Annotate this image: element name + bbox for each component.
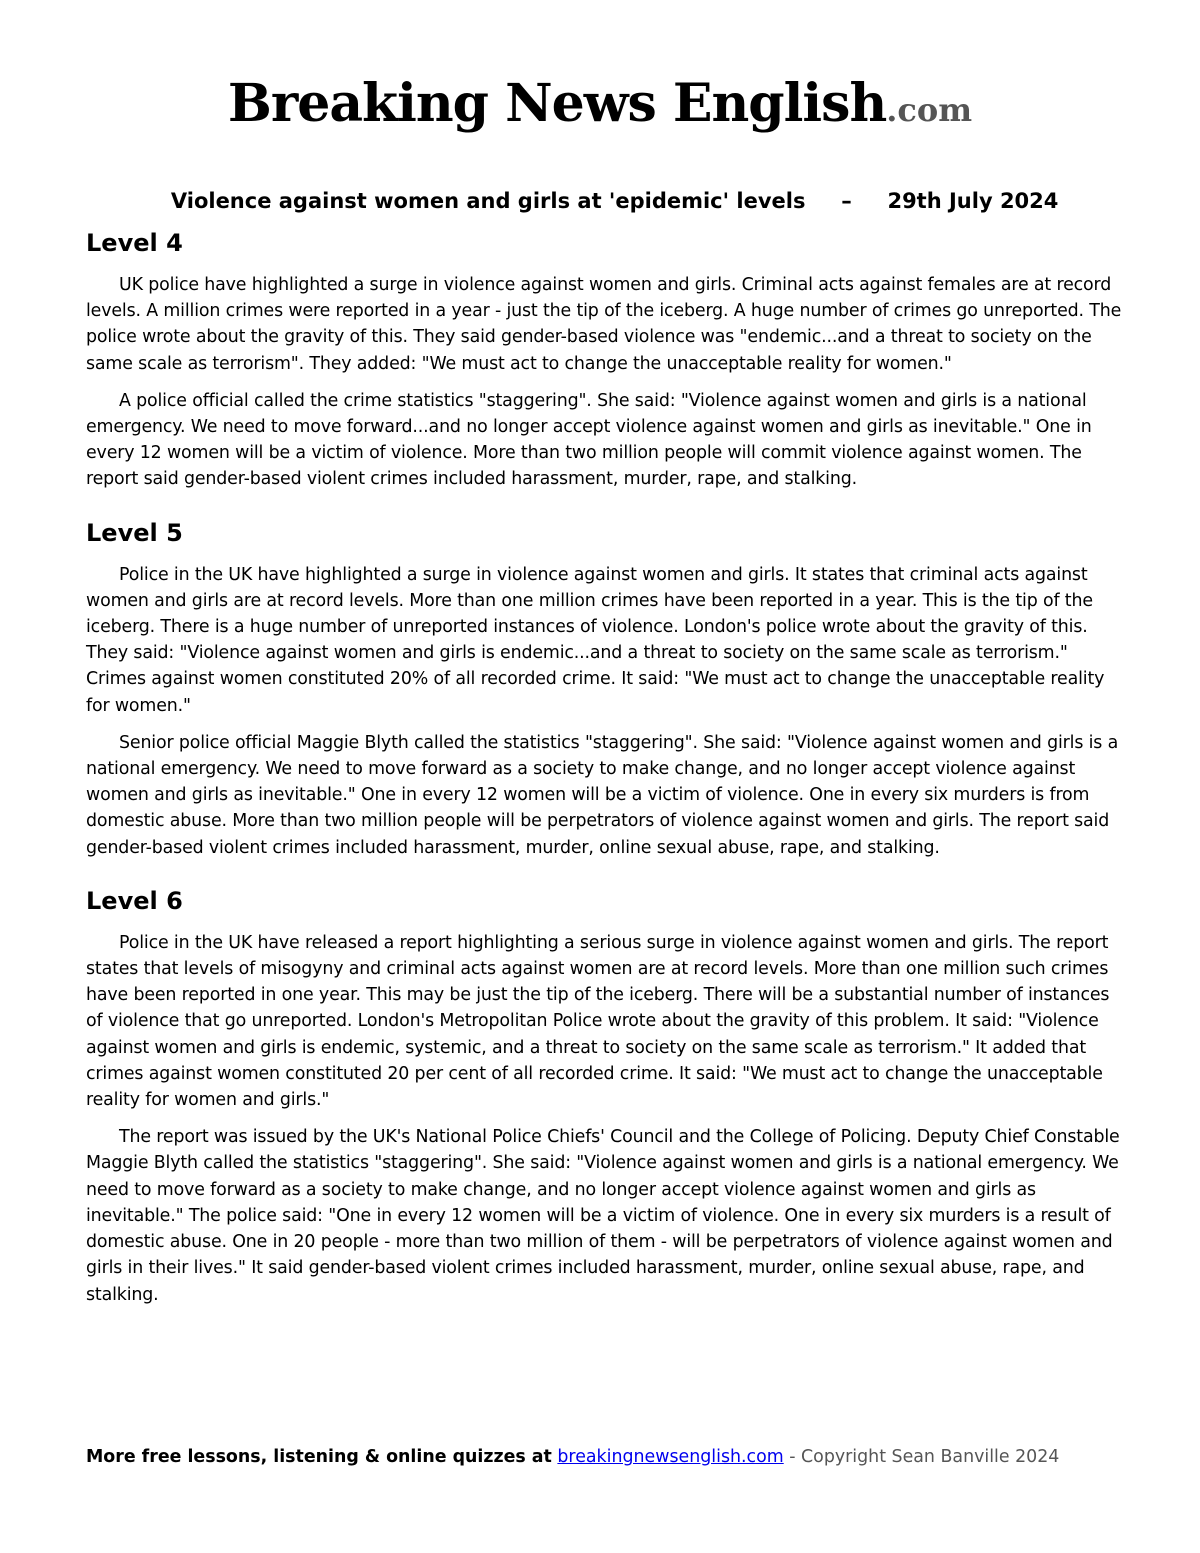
level-5-section bbox=[86, 515, 1130, 861]
brand-suffix: .com bbox=[886, 91, 973, 129]
level-6-heading: Level 6 bbox=[86, 886, 183, 915]
level-6-paragraph-1: Police in the UK have released a report highlighting a serious surge in violence against women and girls. The report states that levels of misogyny and criminal acts against women are at record levels. More than one million such crimes have been reported in one year. This may be just the tip of the iceberg. There will be a substantial number of instances of violence that go unreported. London's Metropolitan Police wrote about the gravity of this problem. It said: "Violence against women and girls is endemic, systemic, and a threat to society on the same scale as terrorism." It added that crimes against women constituted 20 per cent of all recorded crime. It said: "We must act to change the unacceptable reality for women and girls." bbox=[86, 932, 1110, 1111]
level-5-paragraph-1: Police in the UK have highlighted a surge in violence against women and girls. It states that criminal acts against women and girls are at record levels. More than one million crimes have been reported in a year. This is the tip of the iceberg. There is a huge number of unreported instances of violence. London's police wrote about the gravity of this. They said: "Violence against women and girls is endemic...and a threat to society on the same scale as terrorism." Crimes against women constituted 20% of all recorded crime. It said: "We must act to change the unacceptable reality for women." bbox=[86, 564, 1105, 716]
level-5-heading: Level 5 bbox=[86, 518, 183, 547]
footer-site-link[interactable]: breakingnewsenglish.com bbox=[557, 1447, 784, 1467]
headline-title: Violence against women and girls at 'epidemic' levels bbox=[170, 189, 806, 213]
article-body bbox=[86, 225, 1130, 1330]
headline-date: 29th July 2024 bbox=[887, 189, 1059, 213]
footer-copyright: - Copyright Sean Banville 2024 bbox=[789, 1447, 1060, 1467]
site-logo bbox=[0, 73, 1200, 134]
level-6-paragraph-2: The report was issued by the UK's National Police Chiefs' Council and the College of Policing. Deputy Chief Constable Maggie Blyth called the statistics "staggering". She said: "Violence against women and girls is a national emergency. We need to move forward as a society to make change, and no longer accept violence against women and girls as inevitable." The police said: "One in every 12 women will be a victim of violence. One in every six murders is a result of domestic abuse. One in 20 people - more than two million of them - will be perpetrators of violence against women and girls in their lives." It said gender-based violent crimes included harassment, murder, online sexual abuse, rape, and stalking. bbox=[86, 1127, 1120, 1305]
footer-promo-text: More free lessons, listening & online quizzes at bbox=[86, 1447, 552, 1467]
level-4-heading: Level 4 bbox=[86, 229, 183, 257]
page-footer bbox=[86, 1447, 1146, 1467]
level-4-paragraph-2: A police official called the crime statistics "staggering". She said: "Violence against women and girls is a national emergency. We need to move forward...and no longer accept violence against women and girls as inevitable." One in every 12 women will be a victim of violence. More than two million people will commit violence against women. The report said gender-based violent crimes included harassment, murder, rape, and stalking. bbox=[86, 390, 1092, 490]
headline-separator: – bbox=[841, 189, 852, 213]
level-5-paragraph-2: Senior police official Maggie Blyth called the statistics "staggering". She said: "Violence against women and girls is a national emergency. We need to move forward as a society to make change, and no longer accept violence against women and girls as inevitable." One in every 12 women will be a victim of violence. One in every six murders is from domestic abuse. More than two million people will be perpetrators of violence against women and girls. The report said gender-based violent crimes included harassment, murder, online sexual abuse, rape, and stalking. bbox=[86, 732, 1119, 858]
brand-name: Breaking News English bbox=[227, 73, 887, 134]
level-4-section bbox=[86, 225, 1130, 493]
level-4-paragraph-1: UK police have highlighted a surge in violence against women and girls. Criminal acts against females are at record levels. A million crimes were reported in a year - just the tip of the iceberg. A huge number of crimes go unreported. The police wrote about the gravity of this. They said gender-based violence was "endemic...and a threat to society on the same scale as terrorism". They added: "We must act to change the unacceptable reality for women." bbox=[86, 275, 1122, 374]
level-6-section bbox=[86, 883, 1130, 1308]
